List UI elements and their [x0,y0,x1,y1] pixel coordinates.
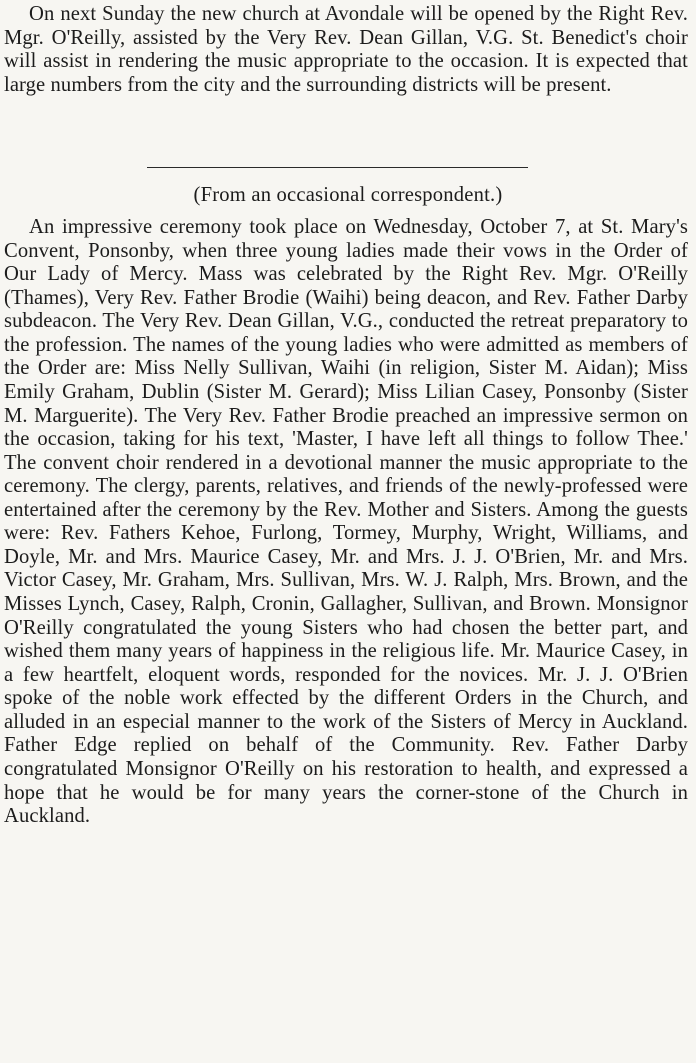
avondale-church-paragraph: On next Sunday the new church at Avondale will be opened by the Right Rev. Mgr. O'Reilly, assisted by the Very Rev. Dean Gillan, V.G. St. Benedict's choir will assist in rendering the music appropriate to the occasion. It is expected that large numbers from the city and the surrounding districts will be present. [4,3,688,96]
section-divider [147,167,528,168]
convent-ceremony-paragraph: An impressive ceremony took place on Wednesday, October 7, at St. Mary's Convent, Ponsonby, when three young ladies made their vows in the Order of Our Lady of Mercy. Mass was celebrated by the Right Rev. Mgr. O'Reilly (Thames), Very Rev. Father Brodie (Waihi) being deacon, and Rev. Father Darby subdeacon. The Very Rev. Dean Gillan, V.G., conducted the retreat preparatory to the profession. The names of the young ladies who were admitted as members of the Order are: Miss Nelly Sullivan, Waihi (in religion, Sister M. Aidan); Miss Emily Graham, Dublin (Sister M. Gerard); Miss Lilian Casey, Ponsonby (Sister M. Marguerite). The Very Rev. Father Brodie preached an impressive sermon on the occasion, taking for his text, 'Master, I have left all things to follow Thee.' The convent choir rendered in a devotional manner the music appropriate to the ceremony. The clergy, parents, relatives, and friends of the newly-professed were entertained after the ceremony by the Rev. Mother and Sisters. Among the guests were: Rev. Fathers Kehoe, Furlong, Tormey, Murphy, Wright, Williams, and Doyle, Mr. and Mrs. Maurice Casey, Mr. and Mrs. J. J. O'Brien, Mr. and Mrs. Victor Casey, Mr. Graham, Mrs. Sullivan, Mrs. W. J. Ralph, Mrs. Brown, and the Misses Lynch, Casey, Ralph, Cronin, Gallagher, Sullivan, and Brown. Monsignor O'Reilly congratulated the young Sisters who had chosen the better part, and wished them many years of happiness in the religious life. Mr. Maurice Casey, in a few heartfelt, eloquent words, responded for the novices. Mr. J. J. O'Brien spoke of the noble work effected by the different Orders in the Church, and alluded in an especial manner to the work of the Sisters of Mercy in Auckland. Father Edge replied on behalf of the Community. Rev. Father Darby congratulated Monsignor O'Reilly on his restoration to health, and expressed a hope that he would be for many years the corner-stone of the Church in Auckland. [4,216,688,828]
correspondent-byline: (From an occasional correspondent.) [193,184,503,206]
